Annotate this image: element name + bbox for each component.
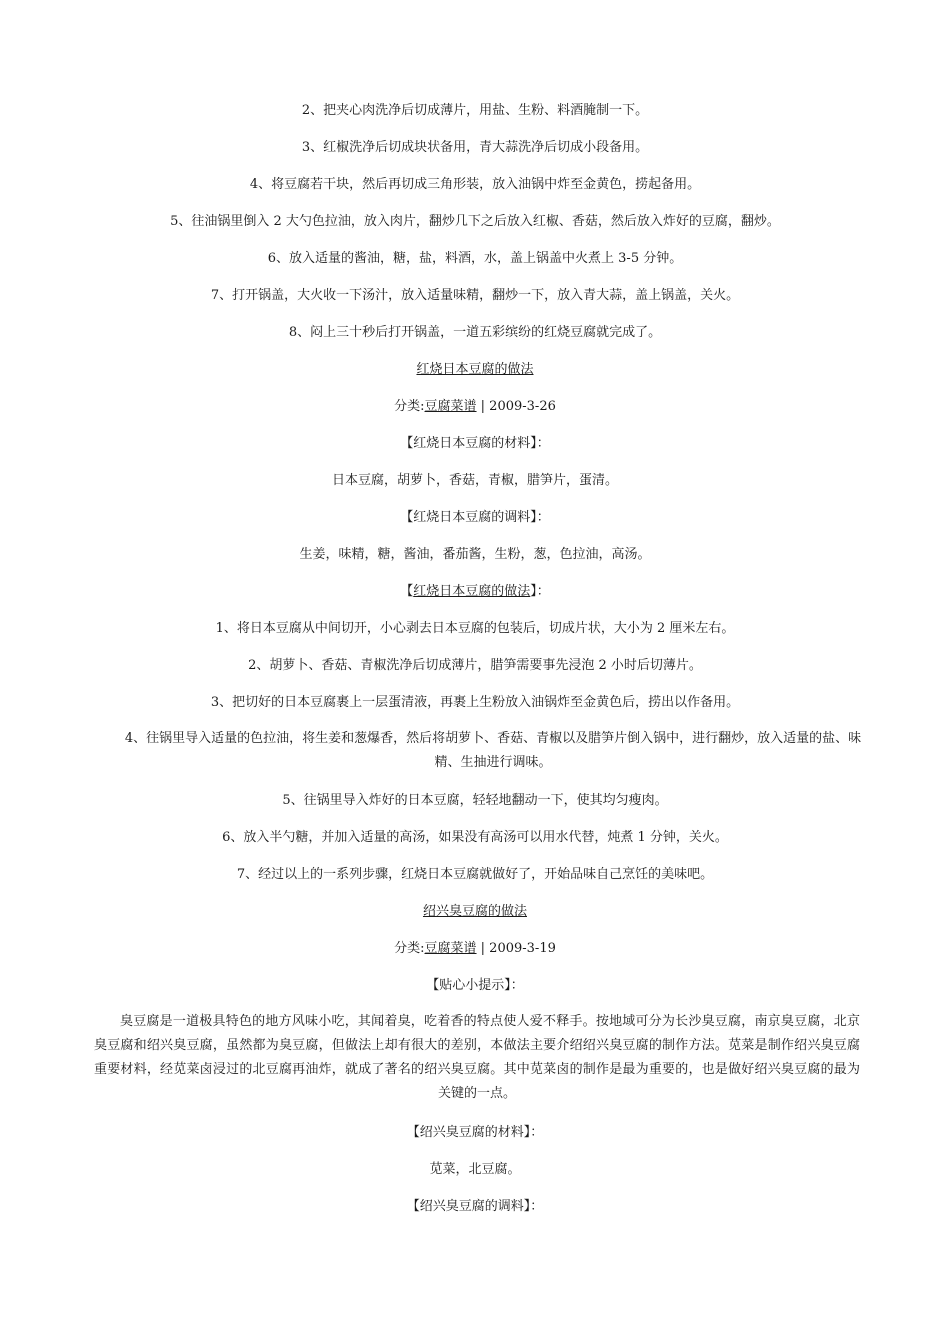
seasoning-text: 生姜，味精，糖，酱油，番茄酱，生粉，葱，色拉油，高汤。 [299,547,651,562]
step-line: 5、往油锅里倒入 2 大勺色拉油，放入肉片，翻炒几下之后放入红椒、香菇，然后放入炸好的豆腐，翻炒。 [170,214,780,229]
category-prefix: 分类: [394,399,425,414]
step-line-multiline: 4、往锅里导入适量的色拉油，将生姜和葱爆香，然后将胡萝卜、香菇、青椒以及腊笋片倒入锅中，进行翻炒，放入适量的盐、味精、生抽进行调味。 [124,731,862,770]
step-line: 1、将日本豆腐从中间切开，小心剥去日本豆腐的包装后，切成片状，大小为 2 厘米左右。 [215,621,735,636]
step-line: 2、胡萝卜、香菇、青椒洗净后切成薄片，腊笋需要事先浸泡 2 小时后切薄片。 [248,658,702,673]
materials-heading: 【红烧日本豆腐的材料】： [400,436,550,451]
seasoning-heading: 【红烧日本豆腐的调料】： [400,510,550,525]
recipe-title-shaoxing-stinky-tofu [90,903,860,921]
recipe-title-link[interactable]: 绍兴臭豆腐的做法 [422,904,527,919]
tips-heading: 【贴心小提示】： [426,978,524,993]
step-line: 3、把切好的日本豆腐裹上一层蛋清液，再裹上生粉放入油锅炸至金黄色后，捞出以作备用。 [210,695,740,710]
category-line [90,940,860,958]
step-line: 5、往锅里导入炸好的日本豆腐，轻轻地翻动一下，使其均匀瘦肉。 [282,793,668,808]
category-date: | 2009-3-19 [476,941,556,956]
step-line: 8、闷上三十秒后打开锅盖，一道五彩缤纷的红烧豆腐就完成了。 [288,325,662,340]
step-line: 7、经过以上的一系列步骤，红烧日本豆腐就做好了，开始品味自己烹饪的美味吧。 [236,867,714,882]
tips-paragraph: 臭豆腐是一道极具特色的地方风味小吃，其闻着臭，吃着香的特点使人爱不释手。按地域可分为长沙臭豆腐，南京臭豆腐，北京臭豆腐和绍兴臭豆腐，虽然都为臭豆腐，但做法上却有很大的差别，本做法主要介绍绍兴臭豆腐的制作方法。苋菜是制作绍兴臭豆腐重要材料，经苋菜卤浸过的北豆腐再油炸，就成了著名的绍兴臭豆腐。其中苋菜卤的制作是最为重要的，也是做好绍兴臭豆腐的最为关键的一点。 [94,1014,860,1101]
step-line: 3、红椒洗净后切成块状备用，青大蒜洗净后切成小段备用。 [301,140,649,155]
method-heading [90,583,860,601]
category-prefix: 分类: [394,941,425,956]
recipe-title-link[interactable]: 红烧日本豆腐的做法 [416,362,534,377]
step-line: 2、把夹心肉洗净后切成薄片，用盐、生粉、料酒腌制一下。 [301,103,649,118]
bracket-open: 【 [400,584,414,599]
step-line: 6、放入适量的酱油，糖，盐，料酒，水，盖上锅盖中火煮上 3-5 分钟。 [267,251,683,266]
seasoning-heading: 【绍兴臭豆腐的调料】： [406,1199,544,1214]
bracket-close: 】： [530,584,550,599]
category-link[interactable]: 豆腐菜谱 [424,941,477,956]
category-date: | 2009-3-26 [476,399,556,414]
materials-text: 日本豆腐，胡萝卜，香菇，青椒，腊笋片，蛋清。 [331,473,618,488]
step-line: 4、将豆腐若干块，然后再切成三角形装，放入油锅中炸至金黄色，捞起备用。 [249,177,701,192]
category-link[interactable]: 豆腐菜谱 [424,399,477,414]
category-line [90,398,860,416]
materials-heading: 【绍兴臭豆腐的材料】： [406,1125,544,1140]
method-link[interactable]: 红烧日本豆腐的做法 [413,584,531,599]
recipe-title-red-braised-japanese-tofu [90,361,860,379]
step-line: 6、放入半勺糖，并加入适量的高汤，如果没有高汤可以用水代替，炖煮 1 分钟，关火。 [222,830,728,845]
step-line: 7、打开锅盖，大火收一下汤汁，放入适量味精，翻炒一下，放入青大蒜，盖上锅盖，关火。 [210,288,740,303]
materials-text: 苋菜，北豆腐。 [429,1162,521,1177]
